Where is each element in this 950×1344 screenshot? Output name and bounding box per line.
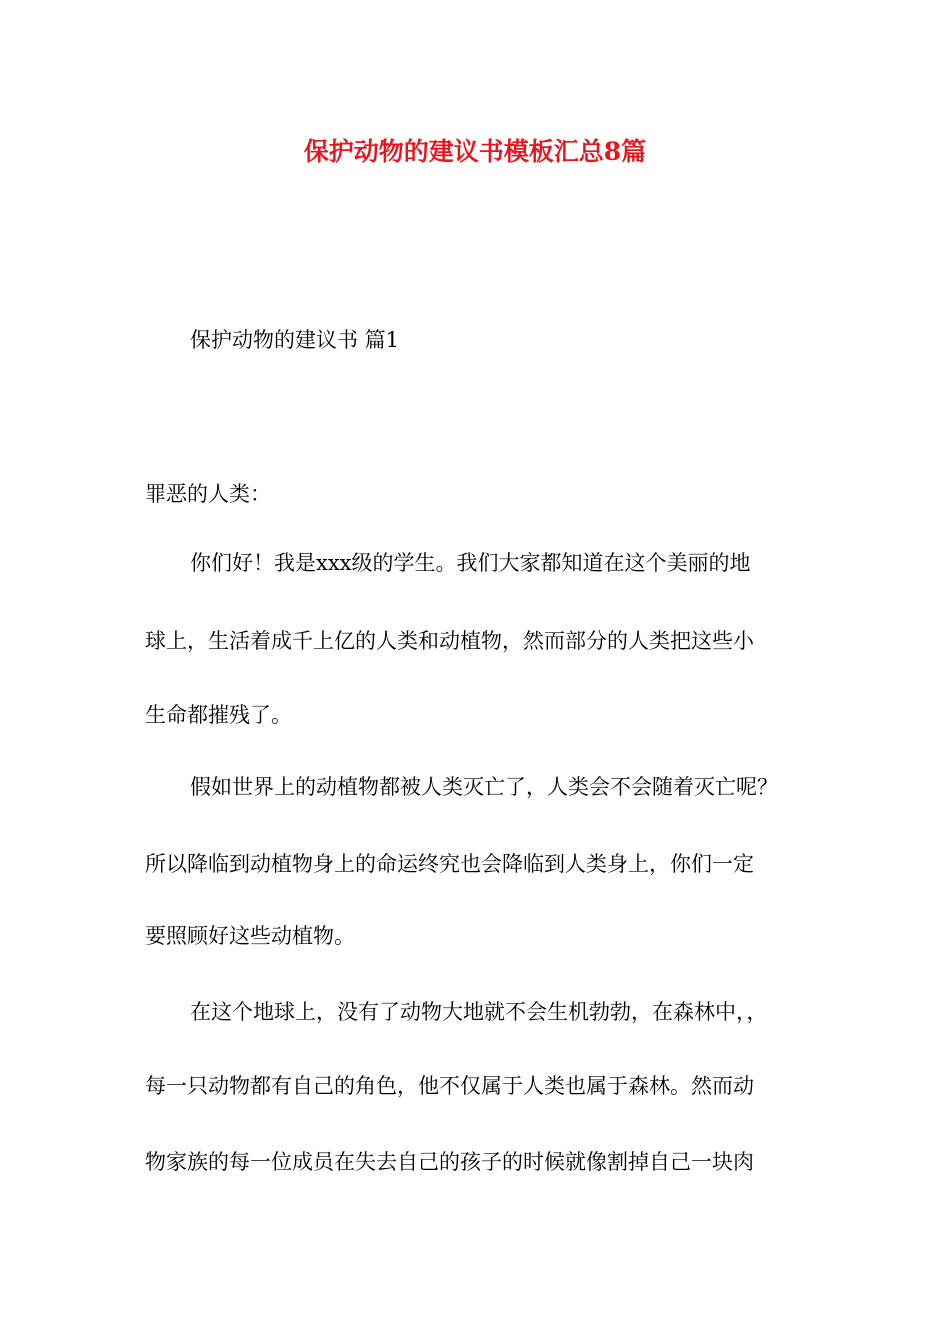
paragraph-line: 球上，生活着成千上亿的人类和动植物，然而部分的人类把这些小: [145, 629, 754, 653]
paragraph-line: 假如世界上的动植物都被人类灭亡了，人类会不会随着灭亡呢？: [190, 775, 778, 799]
paragraph-line: 所以降临到动植物身上的命运终究也会降临到人类身上，你们一定: [145, 852, 754, 876]
section-heading: 保护动物的建议书 篇1: [190, 328, 400, 352]
document-title: 保护动物的建议书模板汇总8篇: [303, 137, 647, 166]
salutation-line: 罪恶的人类：: [145, 482, 271, 506]
paragraph-line: 你们好！我是xxx级的学生。我们大家都知道在这个美丽的地: [190, 551, 751, 575]
paragraph-line: 要照顾好这些动植物。: [145, 924, 355, 948]
paragraph-line: 在这个地球上，没有了动物大地就不会生机勃勃，在森林中，，: [190, 1000, 768, 1024]
paragraph-line: 生命都摧残了。: [145, 703, 292, 727]
paragraph-line: 物家族的每一位成员在失去自己的孩子的时候就像割掉自己一块肉: [145, 1150, 754, 1174]
paragraph-line: 每一只动物都有自己的角色，他不仅属于人类也属于森林。然而动: [145, 1074, 754, 1098]
